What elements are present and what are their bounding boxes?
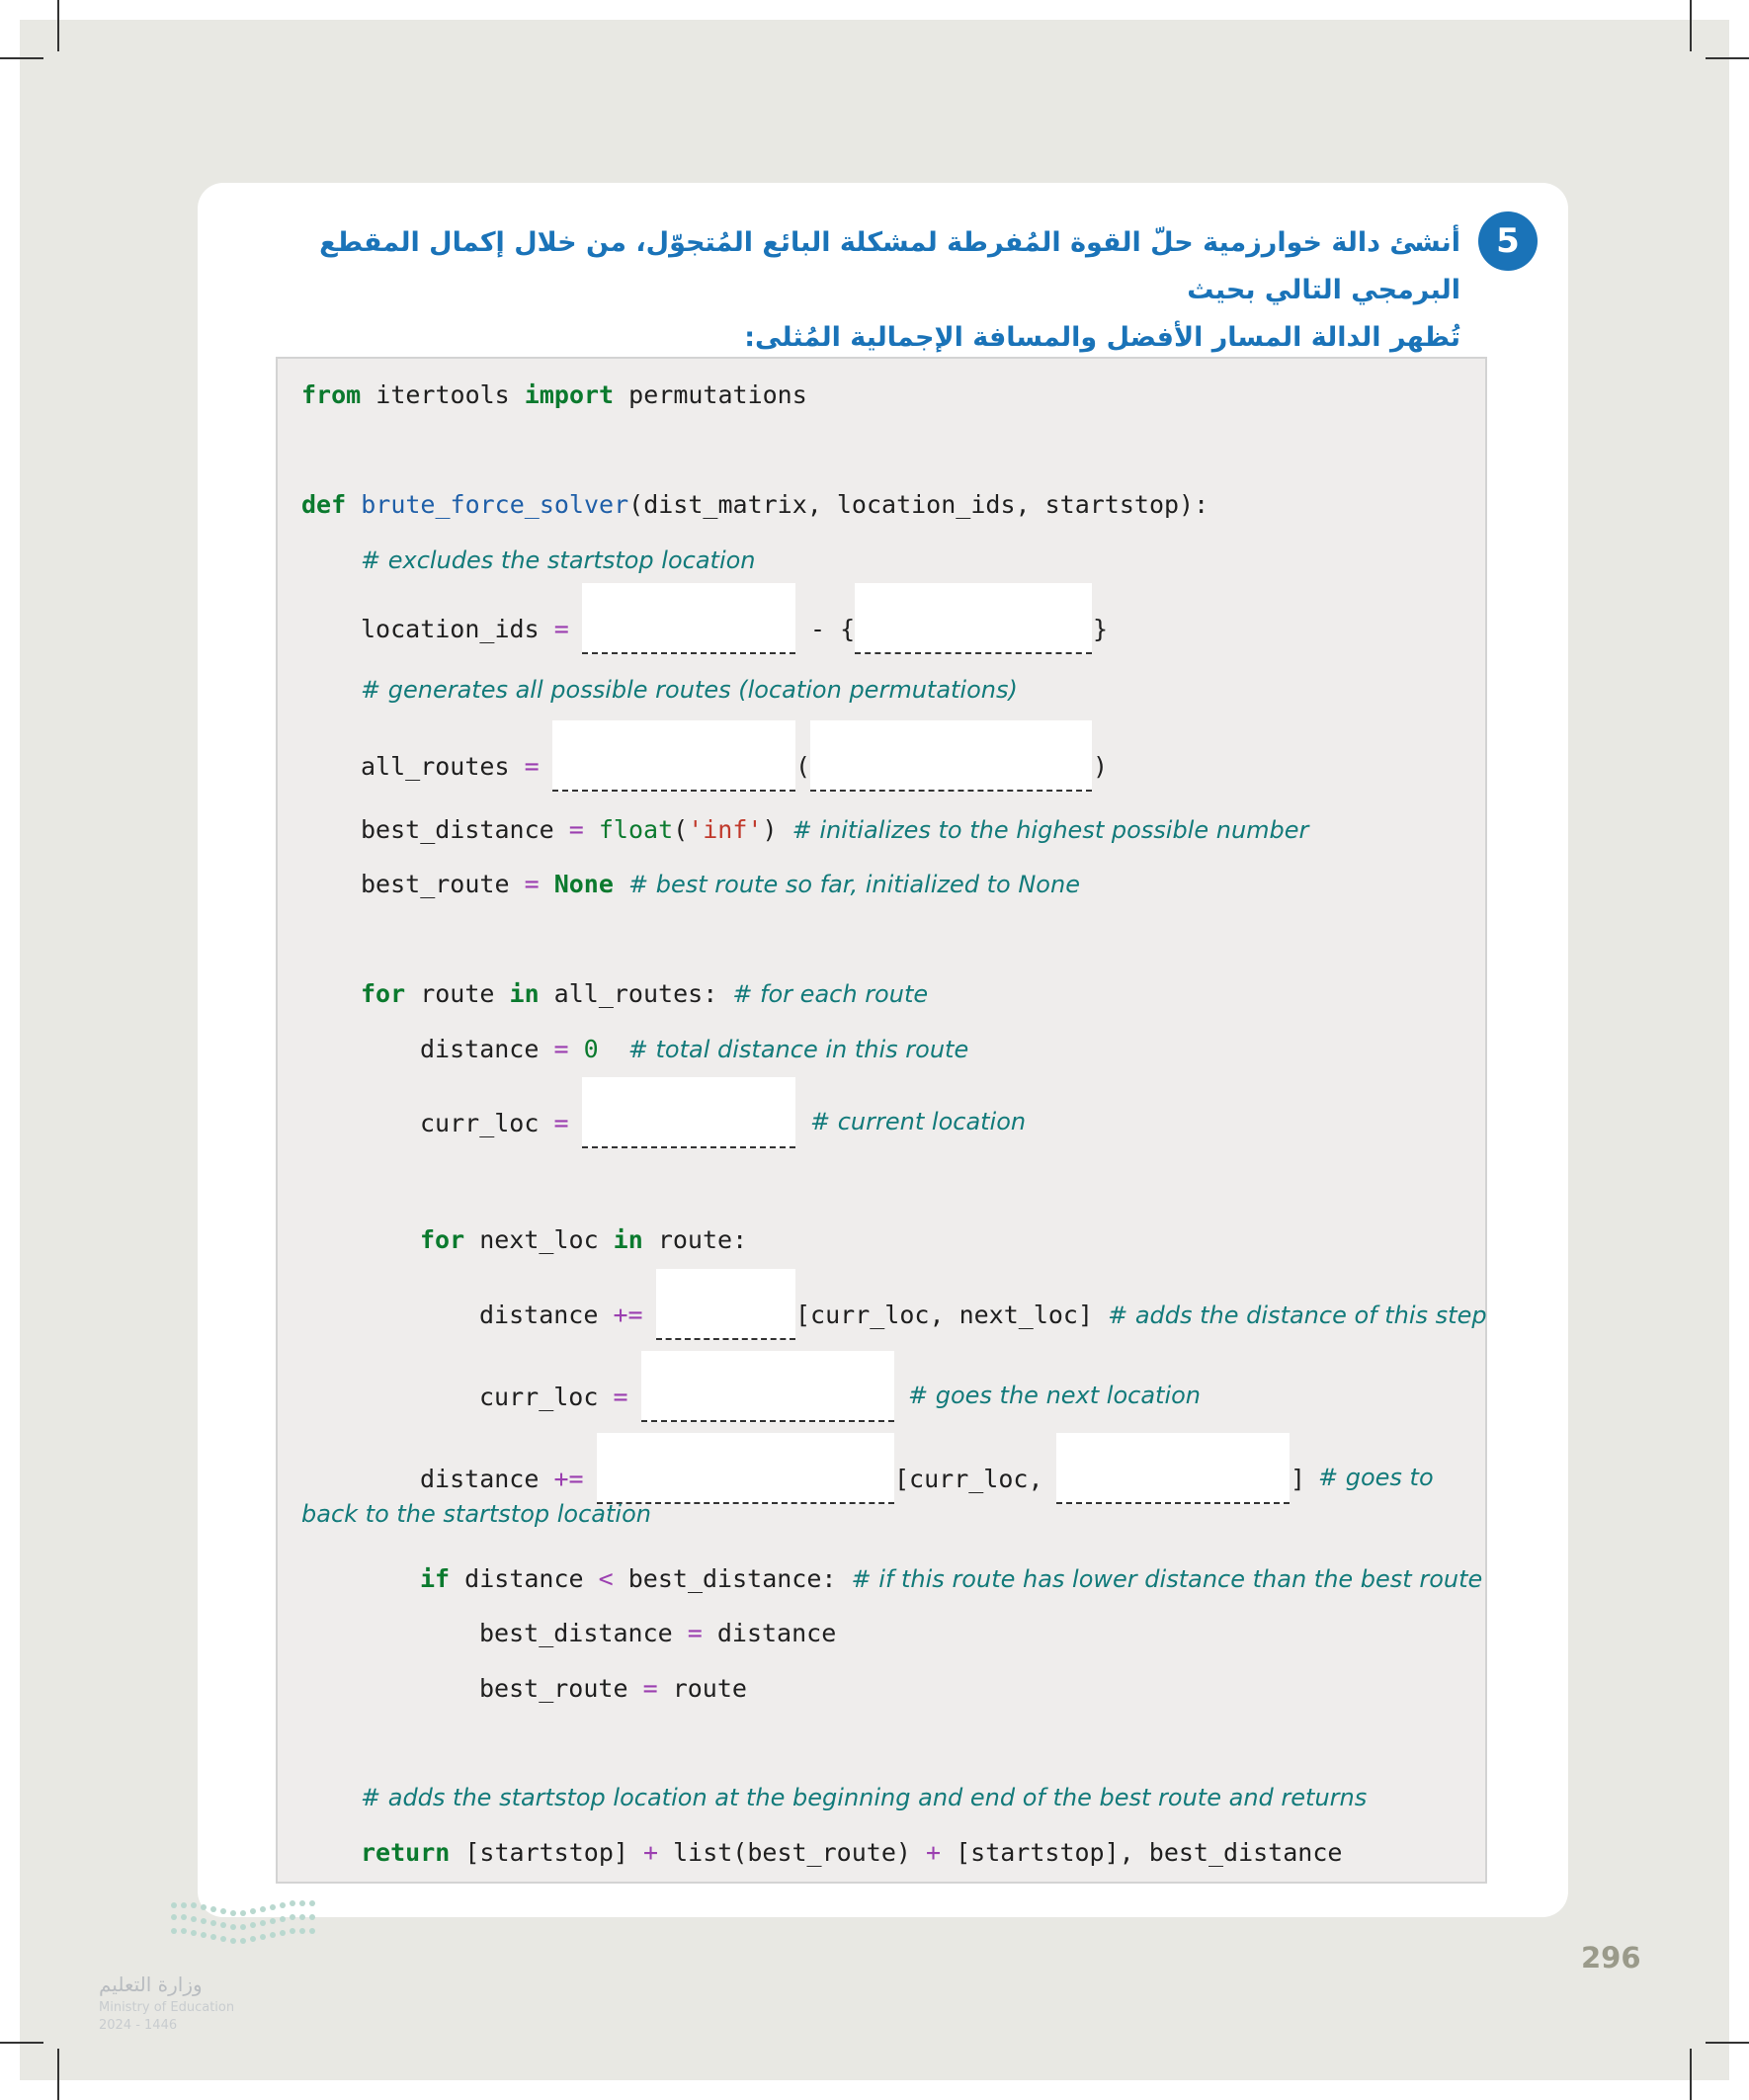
operator: = <box>687 1619 703 1647</box>
fill-in-blank-input[interactable] <box>656 1269 795 1340</box>
code-fragment: ] <box>1291 1465 1306 1493</box>
variable: distance <box>479 1301 599 1329</box>
variable: best_distance <box>361 815 554 844</box>
inline-comment: # adds the distance of this step <box>1108 1302 1487 1329</box>
fill-in-blank-input[interactable] <box>641 1351 894 1422</box>
code-line-if <box>420 1564 1482 1593</box>
code-line-location-ids <box>361 615 569 643</box>
code-line-update-best-distance <box>479 1619 836 1647</box>
operator: = <box>553 1109 569 1137</box>
code-comment: # generates all possible routes (location permutations) <box>361 676 1018 704</box>
code-line-distance-add <box>479 1301 643 1329</box>
code-line-all-routes <box>361 752 540 781</box>
keyword: return <box>361 1838 451 1867</box>
variable: location_ids <box>361 615 540 643</box>
import-name: permutations <box>614 380 807 409</box>
code-fragment: all_routes: <box>539 979 718 1008</box>
variable: distance <box>420 1035 540 1063</box>
code-line-curr-loc <box>420 1109 569 1137</box>
code-line-curr-loc-update <box>479 1383 628 1411</box>
keyword: for <box>420 1225 465 1254</box>
keyword: def <box>301 490 347 519</box>
function-args: (dist_matrix, location_ids, startstop): <box>628 490 1209 519</box>
inline-comment: # current location <box>810 1108 1027 1135</box>
inline-comment-continued: back to the startstop location <box>301 1500 651 1528</box>
logo-dots-icon <box>168 1897 326 1949</box>
code-line-for-next-loc <box>420 1225 747 1254</box>
keyword: from <box>301 380 362 409</box>
code-fragment: ) <box>1093 752 1109 781</box>
operator: += <box>553 1465 584 1493</box>
task-instructions-line2: تُظهر الدالة المسار الأفضل والمسافة الإجمالية المُثلى: <box>744 322 1460 353</box>
operator: = <box>524 752 540 781</box>
variable: distance <box>450 1564 599 1593</box>
keyword: None <box>553 870 614 898</box>
keyword: in <box>509 979 540 1008</box>
code-line-distance-init <box>420 1035 968 1063</box>
variable: best_route <box>479 1674 628 1703</box>
inline-comment: # goes the next location <box>908 1382 1202 1409</box>
variable: distance <box>420 1465 540 1493</box>
task-number-badge: 5 <box>1478 211 1538 271</box>
task-instructions <box>225 219 1460 362</box>
code-fragment: route <box>657 1674 747 1703</box>
code-fragment: ( <box>795 752 811 781</box>
code-line-best-distance <box>361 815 1308 844</box>
code-line-update-best-route <box>479 1674 747 1703</box>
logo-arabic-text: وزارة التعليم <box>99 1973 203 1996</box>
code-line-def <box>301 490 1208 519</box>
variable: curr_loc <box>479 1383 599 1411</box>
operator: < <box>598 1564 614 1593</box>
operator: + <box>642 1838 659 1867</box>
function-name: brute_force_solver <box>361 490 629 519</box>
inline-comment: # total distance in this route <box>627 1036 969 1063</box>
crop-mark <box>0 57 43 59</box>
code-line-import <box>301 380 807 409</box>
code-line-best-route <box>361 870 1080 898</box>
code-fragment: distance <box>702 1619 837 1647</box>
code-fragment: route: <box>642 1225 748 1254</box>
code-fragment: - { <box>810 615 856 643</box>
fill-in-blank-input[interactable] <box>1056 1433 1290 1504</box>
module-name: itertools <box>361 380 525 409</box>
fill-in-blank-input[interactable] <box>582 583 795 654</box>
fill-in-blank-input[interactable] <box>582 1077 795 1148</box>
code-fragment: list(best_route) <box>658 1838 926 1867</box>
ministry-logo <box>99 1897 326 2036</box>
code-fragment <box>795 1301 1487 1329</box>
variable: best_distance <box>479 1619 673 1647</box>
operator: = <box>642 1674 658 1703</box>
variable: best_route <box>361 870 510 898</box>
paren: ) <box>762 815 778 844</box>
crop-mark <box>1690 2049 1692 2100</box>
keyword: if <box>420 1564 451 1593</box>
fill-in-blank-input[interactable] <box>855 583 1092 654</box>
number-literal: 0 <box>583 1035 599 1063</box>
logo-english-text: Ministry of Education <box>99 2000 235 2015</box>
operator: + <box>925 1838 942 1867</box>
code-fragment: } <box>1093 615 1109 643</box>
variable: next_loc <box>464 1225 614 1254</box>
operator: += <box>613 1301 643 1329</box>
operator: = <box>524 870 540 898</box>
task-instructions-line1: أنشئ دالة خوارزمية حلّ القوة المُفرطة لمشكلة البائع المُتجوّل، من خلال إكمال المقطع البرمجي التالي بحيث <box>319 227 1460 305</box>
string-literal: 'inf' <box>688 815 763 844</box>
paren: ( <box>673 815 689 844</box>
variable: route <box>405 979 510 1008</box>
code-fragment: [startstop] <box>450 1838 643 1867</box>
builtin-function: float <box>598 815 674 844</box>
code-comment: # excludes the startstop location <box>361 546 756 574</box>
fill-in-blank-input[interactable] <box>552 720 795 792</box>
operator: = <box>553 615 569 643</box>
inline-comment: # for each route <box>732 980 929 1008</box>
page-number: 296 <box>1581 1941 1641 1974</box>
code-fragment: [startstop], best_distance <box>941 1838 1343 1867</box>
inline-comment: # goes to <box>1318 1464 1434 1491</box>
code-line-return <box>361 1838 1342 1867</box>
code-fragment: best_distance: <box>613 1564 837 1593</box>
code-line-distance-return <box>420 1465 584 1493</box>
keyword: import <box>524 380 615 409</box>
logo-year-text: 2024 - 1446 <box>99 2018 178 2033</box>
keyword: in <box>613 1225 643 1254</box>
crop-mark <box>1706 2042 1749 2044</box>
variable: all_routes <box>361 752 510 781</box>
code-fragment: [curr_loc, <box>894 1465 1043 1493</box>
crop-mark <box>0 2042 43 2044</box>
inline-comment: # if this route has lower distance than the best route <box>851 1565 1483 1593</box>
inline-comment: # best route so far, initialized to None <box>627 871 1080 898</box>
fill-in-blank-input[interactable] <box>810 720 1092 792</box>
variable: curr_loc <box>420 1109 540 1137</box>
crop-mark <box>57 0 59 51</box>
operator: = <box>568 815 584 844</box>
crop-mark <box>1690 0 1692 51</box>
fill-in-blank-input[interactable] <box>597 1433 894 1504</box>
operator: = <box>553 1035 569 1063</box>
inline-comment: # initializes to the highest possible number <box>791 816 1309 844</box>
code-line-for-route <box>361 979 928 1008</box>
code-fragment: [curr_loc, next_loc] <box>795 1301 1094 1329</box>
keyword: for <box>361 979 406 1008</box>
crop-mark <box>1706 57 1749 59</box>
operator: = <box>613 1383 628 1411</box>
crop-mark <box>57 2049 59 2100</box>
code-comment: # adds the startstop location at the beginning and end of the best route and returns <box>361 1784 1368 1811</box>
